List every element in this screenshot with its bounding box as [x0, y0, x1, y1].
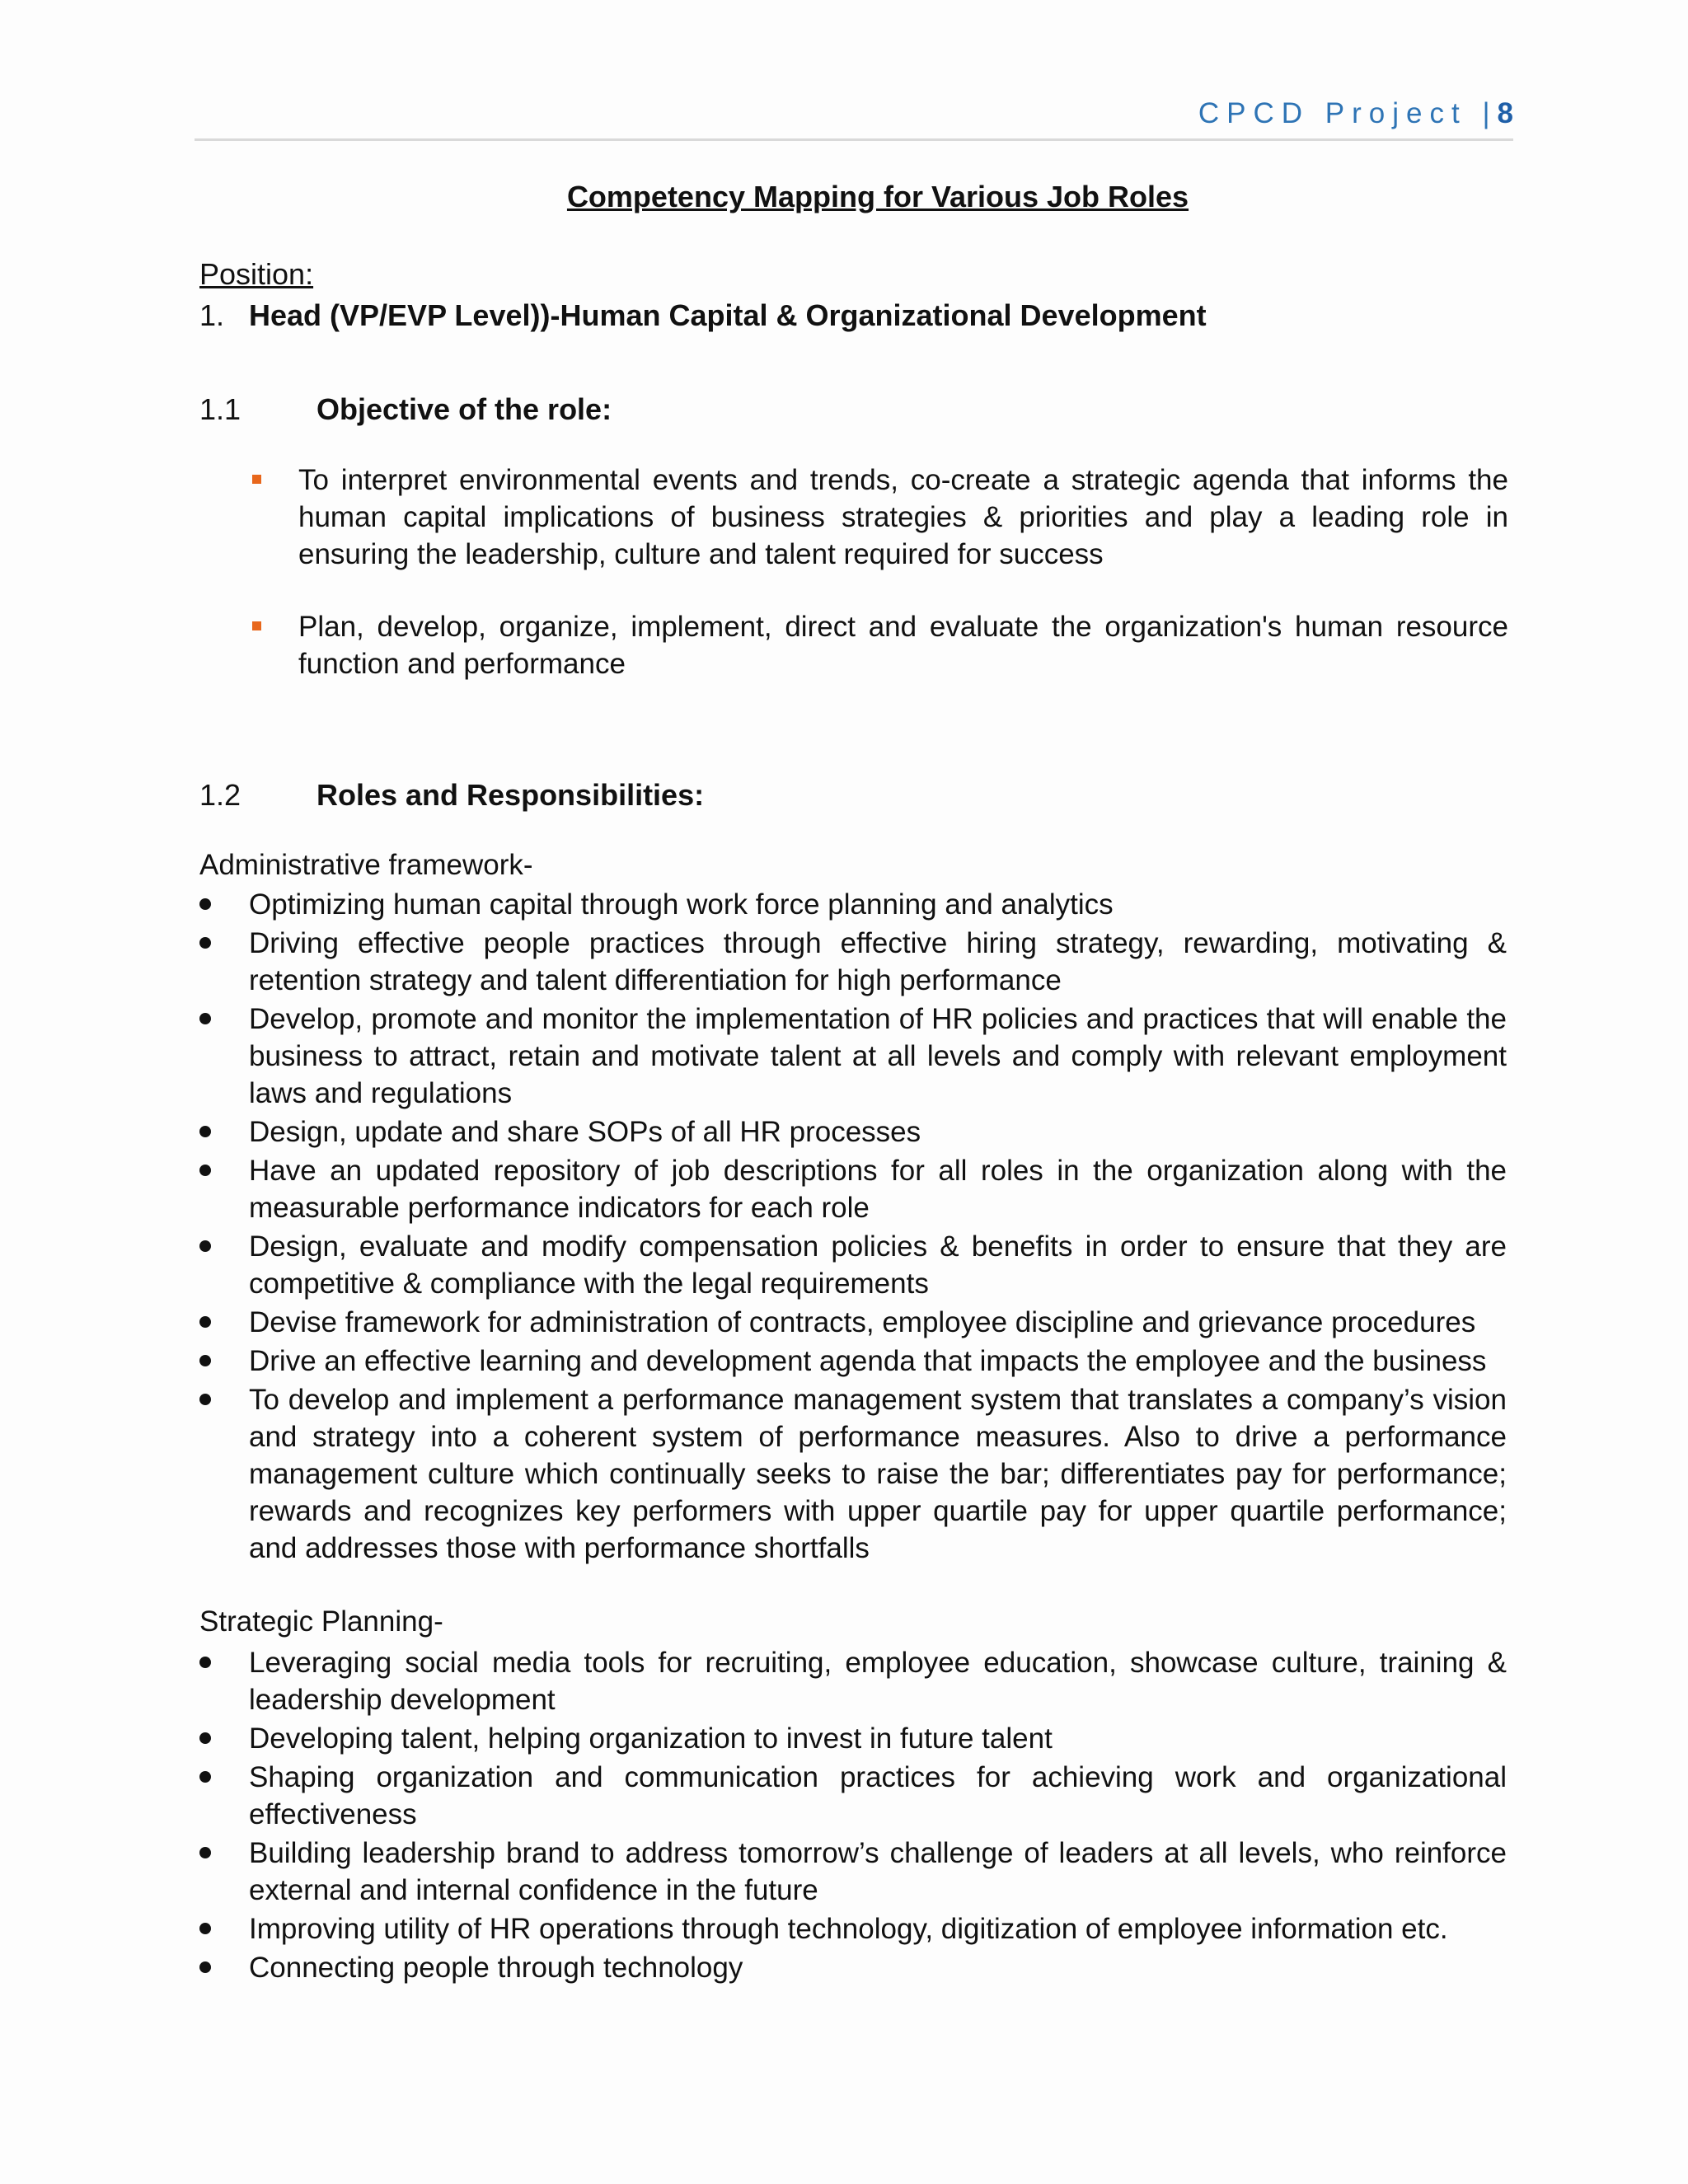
bullet-icon — [199, 898, 211, 910]
list-item: Devise framework for administration of contracts, employee discipline and grievance procedures — [199, 1304, 1507, 1341]
bullet-icon — [199, 1126, 211, 1137]
position-title: Head (VP/EVP Level))-Human Capital & Organizational Development — [249, 298, 1207, 332]
roles-heading — [199, 778, 704, 813]
header-page-number: 8 — [1497, 97, 1513, 129]
objective-number: 1.1 — [199, 392, 241, 426]
bullet-icon — [199, 1165, 211, 1176]
bullet-icon — [199, 1240, 211, 1252]
list-item: Design, evaluate and modify compensation policies & benefits in order to ensure that they are competitive & compliance with the legal requirements — [199, 1228, 1507, 1302]
list-item: Optimizing human capital through work force planning and analytics — [199, 886, 1507, 923]
bullet-icon — [199, 1316, 211, 1328]
bullet-icon — [199, 1013, 211, 1024]
admin-framework-label: Administrative framework- — [199, 849, 533, 881]
list-item: Developing talent, helping organization to invest in future talent — [199, 1720, 1507, 1757]
list-item: Develop, promote and monitor the implementation of HR policies and practices that will enable the business to attract, retain and motivate talent at all levels and comply with relevant employment laws and regulations — [199, 1001, 1507, 1112]
list-item: Plan, develop, organize, implement, direct and evaluate the organization's human resource function and performance — [252, 608, 1508, 682]
page-header — [1198, 97, 1513, 130]
bullet-icon — [199, 1771, 211, 1783]
page-title: Competency Mapping for Various Job Roles — [566, 180, 1189, 213]
bullet-icon — [199, 1847, 211, 1858]
list-item: Shaping organization and communication practices for achieving work and organizational effectiveness — [199, 1759, 1507, 1833]
objective-title: Objective of the role: — [316, 392, 612, 426]
bullet-icon — [199, 1355, 211, 1366]
header-separator: | — [1482, 97, 1498, 129]
bullet-icon — [199, 1923, 211, 1934]
roles-number: 1.2 — [199, 778, 241, 812]
list-item: Connecting people through technology — [199, 1949, 1507, 1986]
strategic-planning-list — [199, 1644, 1507, 1988]
objective-list — [252, 462, 1508, 718]
admin-framework-list — [199, 886, 1507, 1568]
position-label: Position: — [199, 257, 314, 291]
list-item: To develop and implement a performance management system that translates a company’s vision and strategy into a coherent system of performance measures. Also to drive a performance management culture which continually seeks to raise the bar; differentiates pay for performance; rewards and recognizes key performers with upper quartile pay for upper quartile performance; and addresses those with performance shortfalls — [199, 1381, 1507, 1567]
list-item: Building leadership brand to address tomorrow’s challenge of leaders at all levels, who reinforce external and internal confidence in the future — [199, 1835, 1507, 1909]
position-number: 1. — [199, 298, 225, 332]
strategic-planning-label: Strategic Planning- — [199, 1605, 443, 1638]
bullet-icon — [199, 1961, 211, 1973]
list-item: Improving utility of HR operations through technology, digitization of employee information etc. — [199, 1910, 1507, 1947]
position-heading — [199, 298, 1207, 333]
list-item: Leveraging social media tools for recruiting, employee education, showcase culture, training & leadership development — [199, 1644, 1507, 1718]
bullet-icon — [199, 937, 211, 949]
list-item: To interpret environmental events and trends, co-create a strategic agenda that informs the human capital implications of business strategies & priorities and play a leading role in ensuring the leadership, culture and talent required for success — [252, 462, 1508, 573]
list-item: Have an updated repository of job descriptions for all roles in the organization along with the measurable performance indicators for each role — [199, 1152, 1507, 1226]
square-bullet-icon — [252, 621, 261, 630]
bullet-icon — [199, 1732, 211, 1744]
list-item: Design, update and share SOPs of all HR processes — [199, 1113, 1507, 1151]
square-bullet-icon — [252, 475, 261, 484]
bullet-icon — [199, 1657, 211, 1668]
header-project: CPCD Project — [1198, 97, 1467, 129]
roles-title: Roles and Responsibilities: — [316, 778, 705, 812]
objective-heading — [199, 392, 612, 427]
list-item: Driving effective people practices through effective hiring strategy, rewarding, motivating & retention strategy and talent differentiation for high performance — [199, 925, 1507, 999]
header-divider — [195, 138, 1513, 141]
list-item: Drive an effective learning and development agenda that impacts the employee and the business — [199, 1343, 1507, 1380]
bullet-icon — [199, 1394, 211, 1405]
